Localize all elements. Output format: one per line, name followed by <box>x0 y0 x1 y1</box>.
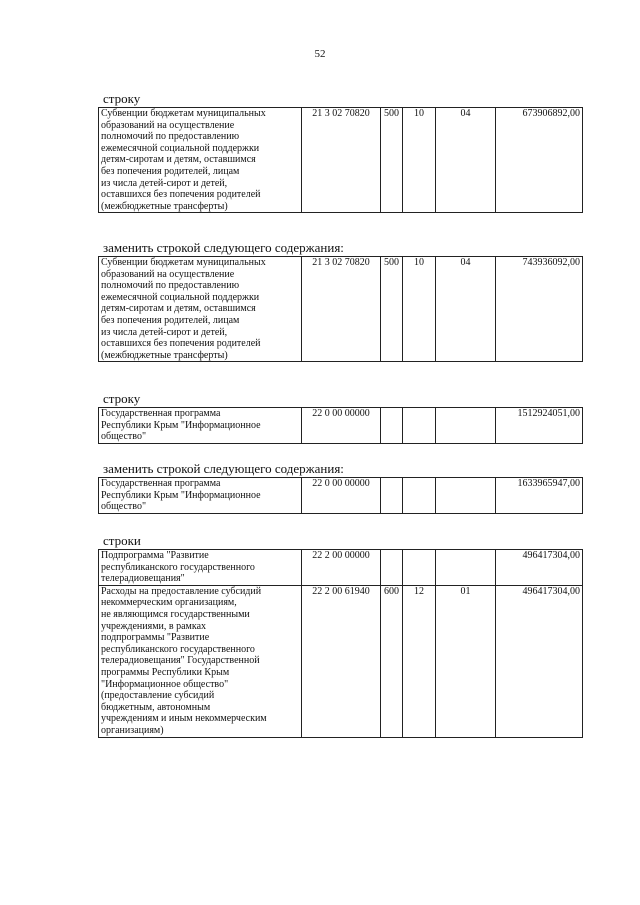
name-line: программы Республики Крым <box>101 666 230 678</box>
row-pr-cell <box>436 408 496 444</box>
block-heading: заменить строкой следующего содержания: <box>103 240 344 255</box>
name-line: полномочий по предоставлению <box>101 131 240 143</box>
row-amount-cell: 1512924051,00 <box>496 408 583 444</box>
row-amount-cell: 496417304,00 <box>496 550 583 586</box>
name-line: из числа детей-сирот и детей, <box>101 326 228 338</box>
name-line: "Информационное общество" <box>101 678 229 690</box>
name-line: телерадиовещания" <box>101 573 185 585</box>
row-vr-cell <box>381 408 403 444</box>
table-row <box>99 257 583 362</box>
row-pr-cell: 04 <box>436 257 496 362</box>
row-rz-cell: 10 <box>403 108 436 213</box>
name-line: ежемесячной социальной поддержки <box>101 291 260 303</box>
name-line: не являющимся государственными <box>101 608 250 620</box>
name-line: оставшихся без попечения родителей <box>101 189 261 201</box>
row-rz-cell: 12 <box>403 585 436 737</box>
name-line: республиканского государственного <box>101 561 255 573</box>
name-line: организациям) <box>101 724 164 736</box>
row-name-cell <box>99 408 302 444</box>
budget-table <box>98 549 583 738</box>
name-line: (межбюджетные трансферты) <box>101 349 228 361</box>
name-line: (межбюджетные трансферты) <box>101 200 228 212</box>
name-line: общество" <box>101 431 147 443</box>
name-line: полномочий по предоставлению <box>101 280 240 292</box>
row-pr-cell: 01 <box>436 585 496 737</box>
name-line: без попечения родителей, лицам <box>101 165 240 177</box>
budget-table <box>98 477 583 514</box>
row-rz-cell: 10 <box>403 257 436 362</box>
row-pr-cell <box>436 550 496 586</box>
table-row <box>99 408 583 444</box>
name-line: бюджетным, автономным <box>101 701 211 713</box>
block-heading: заменить строкой следующего содержания: <box>103 461 344 476</box>
row-name-lines <box>101 586 299 737</box>
name-line: детям-сиротам и детям, оставшимся <box>101 154 256 166</box>
row-name-cell <box>99 585 302 737</box>
row-amount-cell: 1633965947,00 <box>496 478 583 514</box>
block-heading: строку <box>103 91 141 106</box>
budget-table <box>98 256 583 362</box>
row-amount-cell: 496417304,00 <box>496 585 583 737</box>
table-row <box>99 478 583 514</box>
name-line: общество" <box>101 501 147 513</box>
budget-table <box>98 407 583 444</box>
row-rz-cell <box>403 478 436 514</box>
name-line: Республики Крым "Информационное <box>101 419 261 431</box>
row-pr-cell <box>436 478 496 514</box>
name-line: Субвенции бюджетам муниципальных <box>101 108 266 119</box>
page-number: 52 <box>314 48 326 60</box>
name-line: Государственная программа <box>101 478 221 489</box>
table-row <box>99 585 583 737</box>
name-line: некоммерческим организациям, <box>101 597 237 609</box>
row-rz-cell <box>403 408 436 444</box>
row-code-cell: 22 0 00 00000 <box>302 408 381 444</box>
row-pr-cell: 04 <box>436 108 496 213</box>
name-line: Расходы на предоставление субсидий <box>101 585 262 597</box>
row-name-lines <box>101 108 299 212</box>
name-line: телерадиовещания" Государственной <box>101 655 260 667</box>
row-code-cell: 21 3 02 70820 <box>302 108 381 213</box>
row-name-lines <box>101 550 299 585</box>
row-name-lines <box>101 257 299 361</box>
row-vr-cell <box>381 550 403 586</box>
row-vr-cell: 600 <box>381 585 403 737</box>
name-line: Субвенции бюджетам муниципальных <box>101 257 266 268</box>
name-line: Государственная программа <box>101 408 221 419</box>
table-row <box>99 108 583 213</box>
row-vr-cell <box>381 478 403 514</box>
name-line: ежемесячной социальной поддержки <box>101 142 260 154</box>
name-line: образований на осуществление <box>101 119 235 131</box>
name-line: подпрограммы "Развитие <box>101 632 210 644</box>
row-amount-cell: 743936092,00 <box>496 257 583 362</box>
row-name-cell <box>99 478 302 514</box>
budget-table <box>98 107 583 213</box>
row-amount-cell: 673906892,00 <box>496 108 583 213</box>
name-line: учреждениями, в рамках <box>101 620 207 632</box>
row-code-cell: 21 3 02 70820 <box>302 257 381 362</box>
row-name-lines <box>101 408 299 443</box>
name-line: из числа детей-сирот и детей, <box>101 177 228 189</box>
name-line: детям-сиротам и детям, оставшимся <box>101 303 256 315</box>
row-vr-cell: 500 <box>381 108 403 213</box>
block-heading: строку <box>103 391 141 406</box>
row-rz-cell <box>403 550 436 586</box>
row-name-cell <box>99 257 302 362</box>
name-line: Республики Крым "Информационное <box>101 489 261 501</box>
row-code-cell: 22 2 00 61940 <box>302 585 381 737</box>
name-line: образований на осуществление <box>101 268 235 280</box>
row-name-cell <box>99 550 302 586</box>
row-code-cell: 22 2 00 00000 <box>302 550 381 586</box>
row-name-lines <box>101 478 299 513</box>
name-line: без попечения родителей, лицам <box>101 314 240 326</box>
block-heading: строки <box>103 533 141 548</box>
row-code-cell: 22 0 00 00000 <box>302 478 381 514</box>
table-row <box>99 550 583 586</box>
name-line: оставшихся без попечения родителей <box>101 338 261 350</box>
name-line: учреждениям и иным некоммерческим <box>101 713 267 725</box>
name-line: (предоставление субсидий <box>101 690 215 702</box>
name-line: республиканского государственного <box>101 643 255 655</box>
name-line: Подпрограмма "Развитие <box>101 550 209 561</box>
row-name-cell <box>99 108 302 213</box>
row-vr-cell: 500 <box>381 257 403 362</box>
